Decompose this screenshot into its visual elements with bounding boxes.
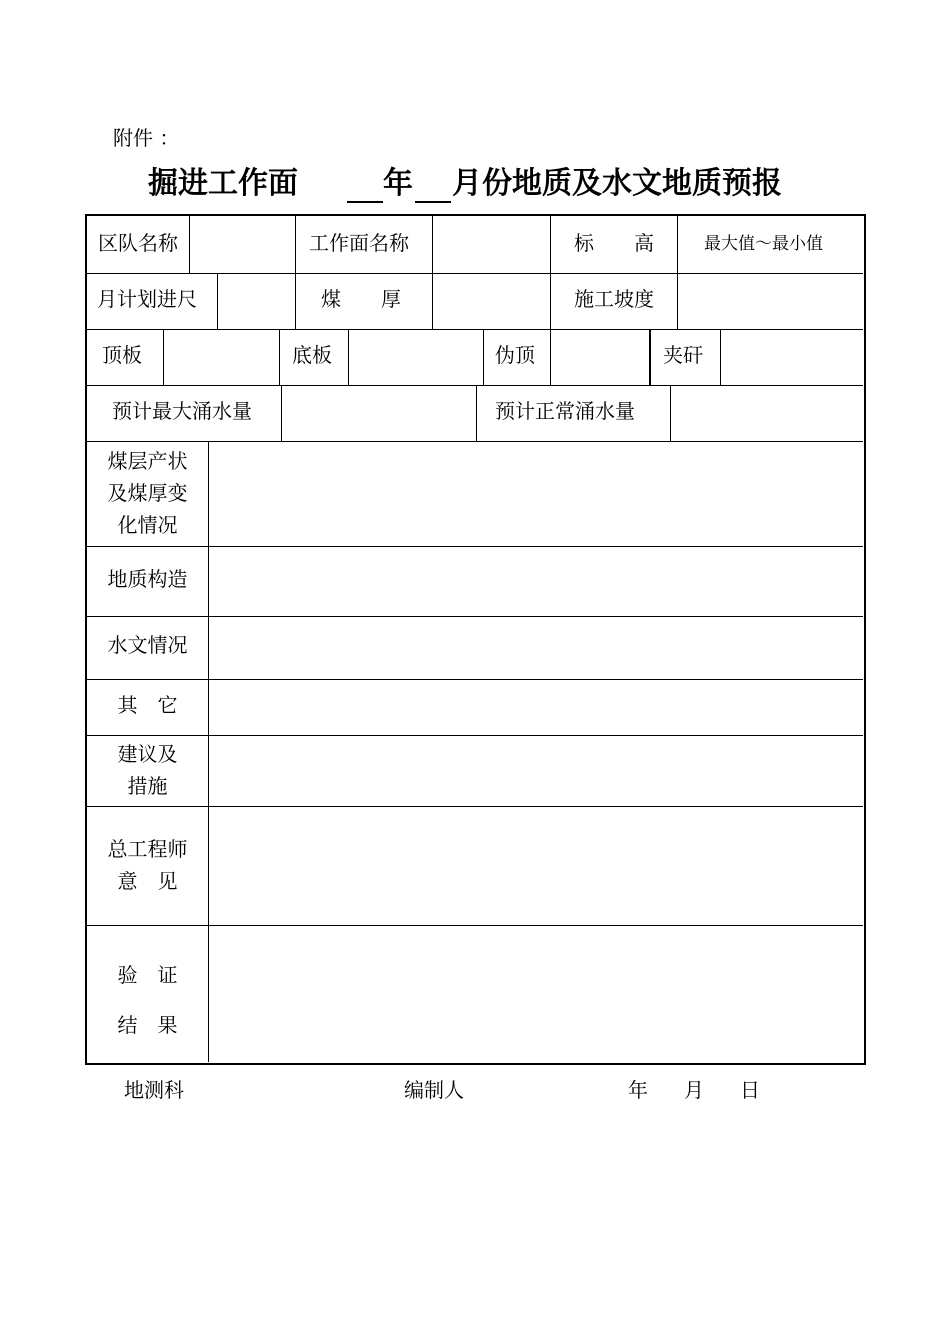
col-line [550, 329, 551, 385]
col-line [217, 273, 218, 329]
row-line [87, 735, 863, 736]
col-line [649, 329, 651, 385]
footer-year: 年 [628, 1078, 648, 1102]
suggestion-label: 建议及 措施 [117, 742, 178, 798]
row-line [87, 273, 863, 274]
roof-label: 顶板 [102, 343, 142, 367]
col-line [550, 216, 551, 273]
row-line [87, 806, 863, 807]
chief-engineer-label: 总工程师 意 见 [107, 837, 188, 893]
col-line [476, 385, 477, 441]
normal-inflow-label: 预计正常涌水量 [495, 399, 635, 423]
col-line [677, 216, 678, 273]
max-inflow-label: 预计最大涌水量 [112, 399, 252, 423]
row-line [87, 329, 863, 330]
col-line [281, 385, 282, 441]
parting-field[interactable] [722, 331, 861, 383]
col-line [163, 329, 164, 385]
col-line [348, 329, 349, 385]
floor-field[interactable] [350, 331, 481, 383]
monthly-advance-field[interactable] [219, 275, 293, 327]
col-line [720, 329, 721, 385]
row-line [87, 925, 863, 926]
col-line [208, 441, 209, 1062]
footer-department: 地测科 [124, 1078, 184, 1102]
slope-field[interactable] [679, 275, 861, 327]
elevation-label: 标 高 [574, 231, 654, 255]
row-line [87, 441, 863, 442]
attachment-label: 附件 ： [113, 126, 180, 150]
team-name-label: 区队名称 [98, 231, 178, 255]
slope-label: 施工坡度 [574, 287, 654, 311]
hydrology-field[interactable] [210, 618, 861, 677]
workface-name-field[interactable] [434, 218, 548, 271]
footer-day: 日 [740, 1078, 760, 1102]
suggestion-field[interactable] [210, 737, 861, 804]
parting-label: 夹矸 [663, 343, 703, 367]
other-field[interactable] [210, 681, 861, 733]
footer-month: 月 [684, 1078, 704, 1102]
team-name-field[interactable] [191, 218, 293, 271]
chief-engineer-field[interactable] [210, 808, 861, 923]
col-line [432, 216, 433, 273]
row-line [87, 616, 863, 617]
row-line [87, 385, 863, 386]
footer-compiler: 编制人 [404, 1078, 464, 1102]
forecast-form [85, 214, 866, 1065]
col-line [550, 273, 551, 329]
col-line [483, 329, 484, 385]
row-line [87, 679, 863, 680]
false-roof-label: 伪顶 [495, 343, 535, 367]
month-blank[interactable] [415, 201, 451, 203]
title-part1: 掘进工作面 [148, 166, 298, 201]
title-part2: 月份地质及水文地质预报 [452, 166, 782, 201]
verification-field[interactable] [210, 927, 861, 1062]
max-inflow-field[interactable] [283, 387, 474, 439]
workface-name-label: 工作面名称 [309, 231, 409, 255]
coal-seam-field[interactable] [210, 443, 861, 544]
col-line [677, 273, 678, 329]
hydrology-label: 水文情况 [107, 633, 188, 657]
col-line [295, 216, 296, 273]
elevation-value: 最大值～最小值 [704, 234, 823, 254]
verification-label: 验 证 结 果 [117, 963, 178, 1037]
col-line [295, 273, 296, 329]
false-roof-field[interactable] [552, 331, 647, 383]
coal-thickness-field[interactable] [434, 275, 548, 327]
other-label: 其 它 [117, 693, 178, 717]
coal-seam-label: 煤层产状 及煤厚变 化情况 [107, 449, 188, 537]
col-line [189, 216, 190, 273]
monthly-advance-label: 月计划进尺 [97, 287, 197, 311]
geology-field[interactable] [210, 548, 861, 614]
floor-label: 底板 [292, 343, 332, 367]
row-line [87, 546, 863, 547]
year-blank[interactable] [347, 201, 383, 203]
col-line [279, 329, 280, 385]
title-year-char: 年 [383, 166, 413, 201]
col-line [432, 273, 433, 329]
coal-thickness-label: 煤 厚 [321, 287, 401, 311]
col-line [670, 385, 671, 441]
roof-field[interactable] [165, 331, 277, 383]
normal-inflow-field[interactable] [672, 387, 861, 439]
geology-label: 地质构造 [107, 567, 188, 591]
